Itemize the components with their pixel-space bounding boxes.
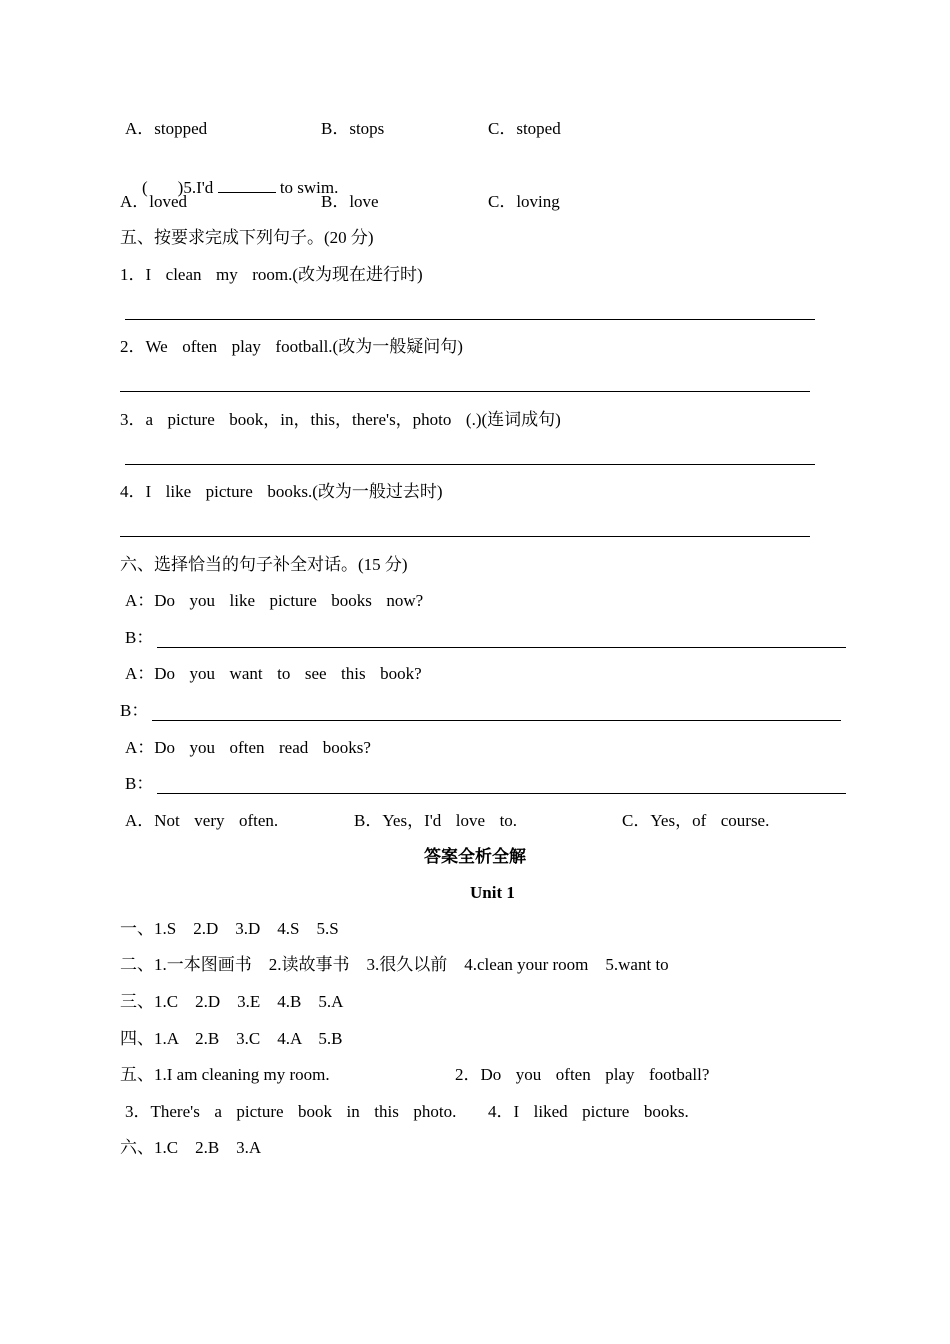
section5-item-1: 1．I clean my room.(改为现在进行时) [120,265,423,284]
answer-row-4: 四、1.A 2.B 3.C 4.A 5.B [120,1029,343,1048]
section5-item-2: 2．We often play football.(改为一般疑问句) [120,337,463,356]
answer-row-3: 三、1.C 2.D 3.E 4.B 5.A [120,992,344,1011]
dialog-a-1: A：Do you like picture books now? [125,591,424,610]
section6-option-b: B．Yes，I'd love to. [354,811,518,830]
answer-row-1: 一、1.S 2.D 3.D 4.S 5.S [120,919,339,938]
q4-4-option-c: C．stoped [488,119,561,138]
dialog-b-3-label: B： [125,774,154,793]
q4-5-option-c: C．loving [488,192,560,211]
answer-row-5-right: 2．Do you often play football? [455,1065,710,1084]
section5-heading: 五、按要求完成下列句子。(20 分) [120,228,374,247]
answer-key-unit: Unit 1 [470,883,515,902]
q4-4-option-a: A．stopped [125,119,208,138]
answer-line-2[interactable] [120,391,810,392]
q4-4-option-b: B．stops [321,119,385,138]
q4-5-stem: )5.I'd [177,178,214,197]
answer-paren-open: ( [142,178,148,197]
section6-heading: 六、选择恰当的句子补全对话。(15 分) [120,555,408,574]
answer-key-title: 答案全析全解 [424,847,526,866]
section6-option-c: C．Yes，of course. [622,811,770,830]
answer-row-2: 二、1.一本图画书 2.读故事书 3.很久以前 4.clean your room 5.want to [120,955,669,974]
dialog-b-3-line[interactable] [157,793,846,794]
section5-item-4: 4．I like picture books.(改为一般过去时) [120,482,443,501]
dialog-a-2: A：Do you want to see this book? [125,664,422,683]
dialog-b-2-line[interactable] [152,720,841,721]
answer-row-6-left: 3．There's a picture book in this photo. [125,1102,457,1121]
dialog-b-1-label: B： [125,628,154,647]
answer-row-6-right: 4．I liked picture books. [488,1102,689,1121]
answer-row-5-left: 五、1.I am cleaning my room. [120,1065,330,1084]
section5-item-3: 3．a picture book，in，this，there's，photo (.)(连词成句) [120,410,561,429]
dialog-a-3: A：Do you often read books? [125,738,371,757]
section6-option-a: A．Not very often. [125,811,279,830]
q4-5-blank[interactable] [218,176,276,193]
answer-line-1[interactable] [125,319,815,320]
dialog-b-2-label: B： [120,701,149,720]
q4-5-option-b: B．love [321,192,379,211]
q4-5-option-a: A．loved [120,192,188,211]
q4-5-stem-end: to swim. [279,178,339,197]
answer-row-7: 六、1.C 2.B 3.A [120,1138,262,1157]
answer-line-4[interactable] [120,536,810,537]
answer-line-3[interactable] [125,464,815,465]
q4-5-question [125,154,339,197]
dialog-b-1-line[interactable] [157,647,846,648]
